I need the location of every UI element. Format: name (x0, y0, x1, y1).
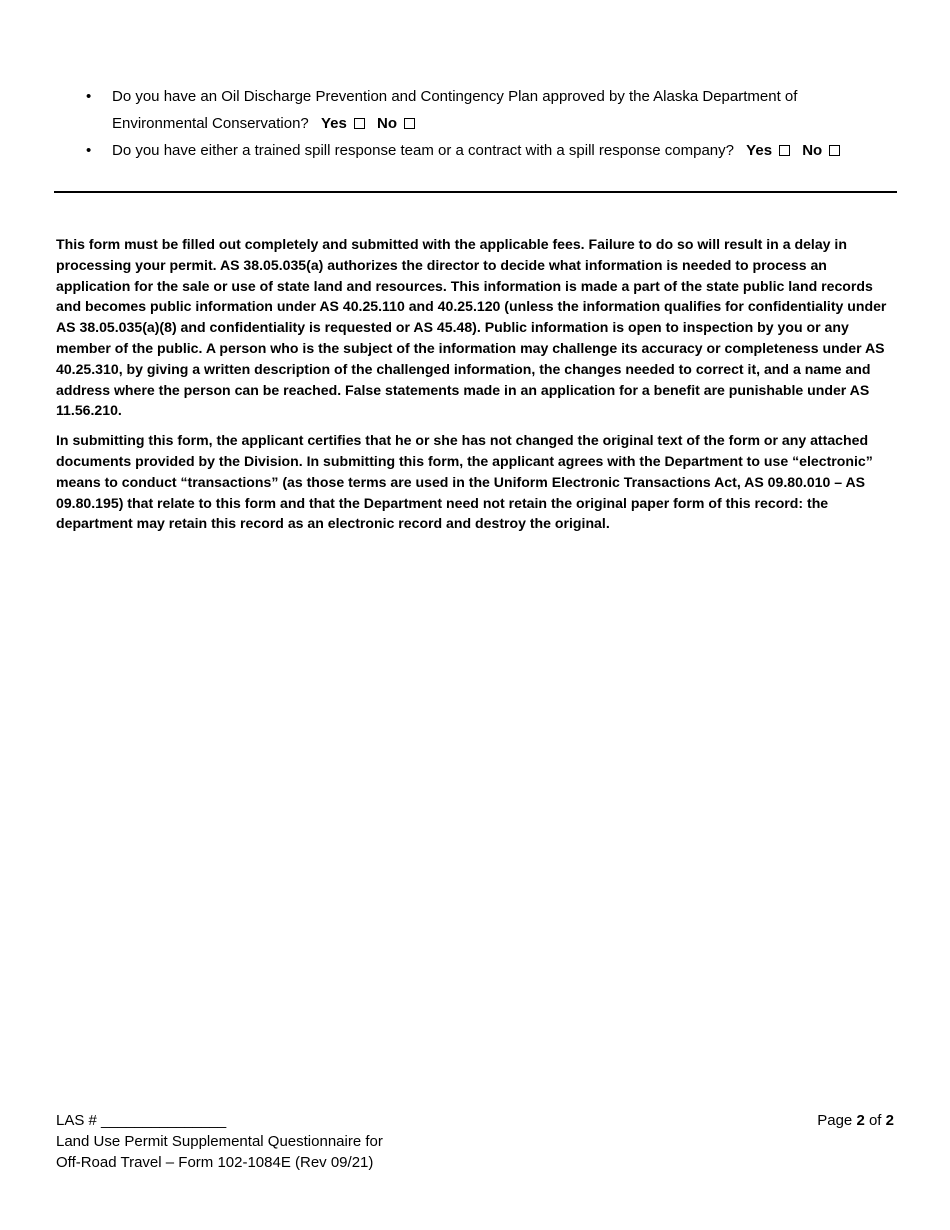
yes-label: Yes (746, 142, 773, 159)
form-title-line-2: Off-Road Travel – Form 102-1084E (Rev 09/21) (56, 1154, 374, 1171)
section-divider (54, 191, 897, 193)
page-prefix: Page (817, 1112, 853, 1129)
page-number (817, 1110, 894, 1131)
las-number-field: LAS # _______________ (56, 1112, 227, 1129)
page-total: 2 (885, 1112, 894, 1129)
no-label: No (377, 115, 397, 132)
page-of: of (868, 1112, 882, 1129)
form-footer (56, 1110, 383, 1173)
yes-label: Yes (320, 115, 347, 132)
no-label: No (802, 142, 823, 159)
question-spill-response (86, 137, 886, 164)
question-text: Do you have either a trained spill response team or a contract with a spill response company? (112, 142, 734, 159)
yes-checkbox[interactable] (779, 145, 790, 156)
questions-list (86, 83, 886, 164)
question-text: Do you have an Oil Discharge Prevention and Contingency Plan approved by the Alaska Department of Environmental Conservation? (112, 88, 798, 132)
question-oil-discharge-plan (86, 83, 886, 137)
bullet-icon: • (86, 88, 92, 105)
public-information-notice: This form must be filled out completely and submitted with the applicable fees. Failure to do so will result in a delay in processing your permit. AS 38.05.035(a) authorizes the director to decide what information is needed to process an application for the sale or use of state land and resources. This information is made a part of the state public land records and becomes public information under AS 40.25.110 and 40.25.120 (unless the information qualifies for confidentiality under AS 38.05.035(a)(8) and confidentiality is requested or AS 45.48). Public information is open to inspection by you or any member of the public. A person who is the subject of the information may challenge its accuracy or completeness under AS 40.25.310, by giving a written description of the challenged information, the changes needed to correct it, and a name and address where the person can be reached. False statements made in an application for a benefit are punishable under AS 11.56.210. (56, 236, 887, 419)
no-checkbox[interactable] (829, 145, 840, 156)
electronic-transactions-notice: In submitting this form, the applicant certifies that he or she has not changed the original text of the form or any attached documents provided by the Division. In submitting this form, the applicant agrees with the Department to use “electronic” means to conduct “transactions” (as those terms are used in the Uniform Electronic Transactions Act, AS 09.80.010 – AS 09.80.195) that relate to this form and that the Department need not retain the original paper form of this record: the department may retain this record as an electronic record and destroy the original. (56, 432, 873, 532)
no-checkbox[interactable] (404, 118, 415, 129)
page-current: 2 (856, 1112, 865, 1129)
legal-notices (56, 234, 898, 543)
yes-checkbox[interactable] (354, 118, 365, 129)
bullet-icon: • (86, 142, 92, 159)
form-title-line-1: Land Use Permit Supplemental Questionnaire for (56, 1133, 383, 1150)
